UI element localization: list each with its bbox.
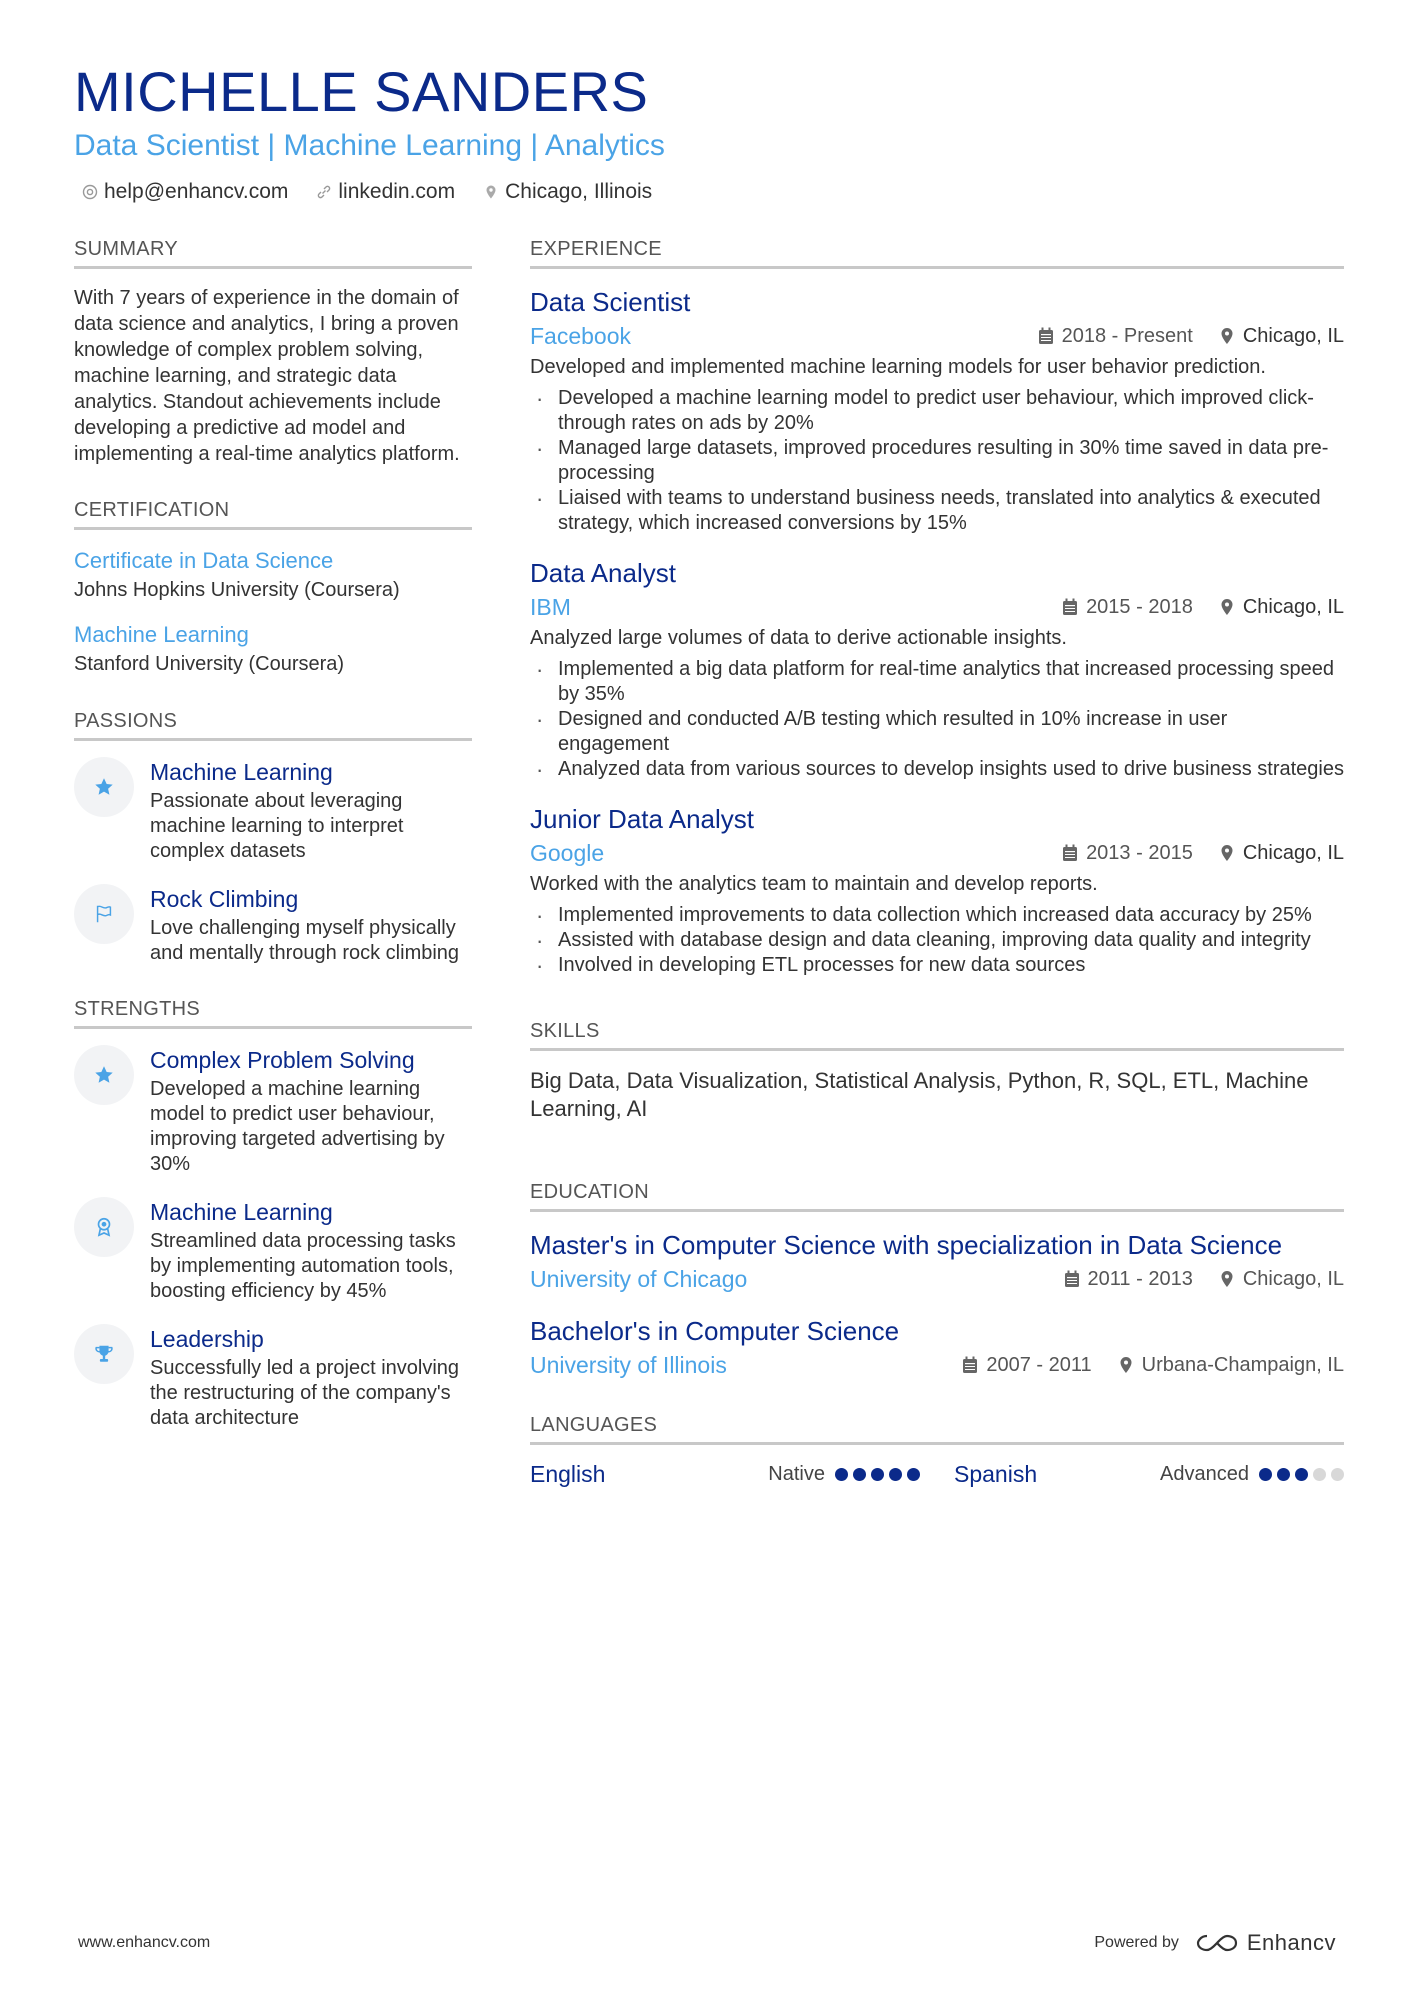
company-name: IBM [530,594,571,620]
degree-title: Master's in Computer Science with specialization in Data Science [530,1230,1283,1260]
passions-heading: PASSIONS [74,708,472,741]
passion-icon-wrap [74,884,134,944]
certification-issuer: Stanford University (Coursera) [74,653,345,675]
contact-email[interactable] [82,176,288,208]
company-name: Google [530,840,605,866]
job-location-text: Chicago, IL [1242,842,1344,864]
resume-page [74,60,1344,1487]
strength-title: Leadership [150,1326,264,1352]
education-location-text: Chicago, IL [1242,1268,1344,1290]
right-column [530,236,1344,1518]
location-pin-icon [1219,844,1235,862]
strength-icon-wrap [74,1197,134,1257]
job-title: Data Analyst [530,558,676,588]
award-icon [93,1216,115,1238]
star-icon [93,1064,115,1086]
job-entry [530,802,1344,978]
proficiency-dot [835,1468,848,1481]
strength-title: Machine Learning [150,1199,333,1225]
proficiency-dots [835,1468,920,1481]
school-name: University of Chicago [530,1266,748,1292]
strength-desc: Successfully led a project involving the restructuring of the company's data architecture [150,1357,460,1429]
linkedin-text: linkedin.com [338,180,456,203]
location-pin-icon [1219,327,1235,345]
summary-heading: SUMMARY [74,236,472,269]
footer-url[interactable]: www.enhancv.com [78,1934,211,1951]
calendar-icon [1062,844,1078,862]
strength-item [74,1324,472,1431]
languages-heading: LANGUAGES [530,1412,1344,1445]
job-location-text: Chicago, IL [1242,325,1344,347]
location-pin-icon [1219,1270,1235,1288]
proficiency-dot [1295,1468,1308,1481]
summary-section [74,236,472,467]
calendar-icon [1062,598,1078,616]
education-entry [530,1228,1344,1296]
contact-location [483,176,652,208]
job-bullet: · Assisted with database design and data cleaning, improving data quality and integrity [530,928,1344,953]
powered-by-text: Powered by [1094,1934,1179,1951]
email-text: help@enhancv.com [104,180,289,203]
job-dates-text: 2015 - 2018 [1086,596,1193,618]
language-name: Spanish [954,1461,1038,1487]
link-icon [316,184,332,200]
job-bullet: · Liaised with teams to understand business needs, translated into analytics & executed strategy, which increased conversions by 15% [530,486,1344,536]
education-dates [962,1348,1091,1382]
skills-section [530,1018,1344,1123]
job-bullet: · Designed and conducted A/B testing which resulted in 10% increase in user engagement [530,707,1344,757]
powered-by [1094,1930,1336,1956]
job-description: Worked with the analytics team to maintain and develop reports. [530,873,1098,895]
certification-issuer: Johns Hopkins University (Coursera) [74,579,400,601]
job-dates-text: 2018 - Present [1061,325,1193,347]
candidate-headline: Data Scientist | Machine Learning | Analytics [74,129,665,162]
language-name: English [530,1461,606,1487]
language-item [954,1461,1344,1488]
location-pin-icon [1219,598,1235,616]
degree-title: Bachelor's in Computer Science [530,1316,900,1346]
certification-heading: CERTIFICATION [74,497,472,530]
certification-item [74,620,472,678]
infinity-logo-icon [1195,1932,1239,1954]
job-bullet: · Developed a machine learning model to predict user behaviour, which improved click-through rates on ads by 20% [530,386,1344,436]
school-name: University of Illinois [530,1352,727,1378]
job-description: Analyzed large volumes of data to derive actionable insights. [530,627,1067,649]
job-bullet: · Analyzed data from various sources to develop insights used to drive business strategies [530,757,1344,782]
job-bullet: · Implemented a big data platform for real-time analytics that increased processing speed by 35% [530,657,1344,707]
education-section [530,1179,1344,1382]
job-entry [530,285,1344,536]
proficiency-dot [853,1468,866,1481]
proficiency-dot [871,1468,884,1481]
job-bullet: · Involved in developing ETL processes for new data sources [530,953,1344,978]
strength-icon-wrap [74,1324,134,1384]
passion-title: Rock Climbing [150,886,299,912]
location-text: Chicago, Illinois [505,180,653,203]
certification-item [74,546,472,604]
job-bullet: · Managed large datasets, improved procedures resulting in 30% time saved in data pre-processing [530,436,1344,486]
brand-logo[interactable] [1195,1930,1336,1956]
job-bullet: · Implemented improvements to data collection which increased data accuracy by 25% [530,903,1344,928]
proficiency-dot [1259,1468,1272,1481]
strength-item [74,1197,472,1304]
strength-icon-wrap [74,1045,134,1105]
passion-item [74,884,472,966]
job-dates-text: 2013 - 2015 [1086,842,1193,864]
certification-title: Certificate in Data Science [74,548,334,573]
location-pin-icon [483,184,499,200]
calendar-icon [1064,1270,1080,1288]
experience-heading: EXPERIENCE [530,236,1344,269]
language-level: Native [768,1463,825,1485]
job-dates [1062,836,1193,870]
education-location-text: Urbana-Champaign, IL [1141,1354,1344,1376]
languages-section [530,1412,1344,1488]
job-bullets [530,903,1344,978]
brand-name: Enhancv [1246,1930,1336,1955]
passion-desc: Passionate about leveraging machine learning to interpret complex datasets [150,790,404,862]
education-location [1118,1348,1344,1382]
job-bullets [530,657,1344,782]
education-heading: EDUCATION [530,1179,1344,1212]
job-dates [1038,319,1193,353]
strength-title: Complex Problem Solving [150,1047,415,1073]
skills-list: Big Data, Data Visualization, Statistical Analysis, Python, R, SQL, ETL, Machine Learning, AI [530,1068,1309,1121]
education-dates [1064,1262,1193,1296]
proficiency-dot [1277,1468,1290,1481]
job-entry [530,556,1344,782]
job-location-text: Chicago, IL [1242,596,1344,618]
passion-item [74,757,472,864]
job-title: Junior Data Analyst [530,804,755,834]
certification-title: Machine Learning [74,622,249,647]
contact-bar [82,176,1344,208]
left-column [74,236,472,1461]
location-pin-icon [1118,1356,1134,1374]
trophy-icon [93,1343,115,1365]
star-icon [93,776,115,798]
skills-heading: SKILLS [530,1018,1344,1051]
job-dates [1062,590,1193,624]
calendar-icon [1038,327,1054,345]
certification-section [74,497,472,678]
strength-desc: Developed a machine learning model to predict user behaviour, improving targeted advertising by 30% [150,1078,445,1175]
job-location [1219,590,1344,624]
job-location [1219,319,1344,353]
contact-linkedin[interactable] [316,176,455,208]
passion-title: Machine Learning [150,759,333,785]
education-dates-text: 2011 - 2013 [1087,1268,1193,1290]
strengths-section [74,996,472,1431]
proficiency-dot [1313,1468,1326,1481]
proficiency-dot [907,1468,920,1481]
company-name: Facebook [530,323,632,349]
education-dates-text: 2007 - 2011 [986,1354,1092,1376]
passion-icon-wrap [74,757,134,817]
passions-section [74,708,472,966]
job-title: Data Scientist [530,287,691,317]
education-location [1219,1262,1344,1296]
job-description: Developed and implemented machine learning models for user behavior prediction. [530,356,1266,378]
experience-section [530,236,1344,978]
passion-desc: Love challenging myself physically and mentally through rock climbing [150,917,460,964]
page-footer [78,1930,1336,1956]
education-entry [530,1314,1344,1382]
flag-icon [93,903,115,925]
job-bullets [530,386,1344,536]
summary-text: With 7 years of experience in the domain of data science and analytics, I bring a proven knowledge of complex problem solving, machine learning, and strategic data analytics. Standout achievements include developing a predictive ad model and implementing a real-time analytics platform. [74,287,460,465]
candidate-name: MICHELLE SANDERS [74,60,649,123]
strength-desc: Streamlined data processing tasks by implementing automation tools, boosting efficiency by 45% [150,1230,456,1302]
at-icon [82,184,98,200]
proficiency-dot [889,1468,902,1481]
strengths-heading: STRENGTHS [74,996,472,1029]
language-level: Advanced [1160,1463,1249,1485]
language-item [530,1461,920,1488]
proficiency-dot [1331,1468,1344,1481]
calendar-icon [962,1356,978,1374]
proficiency-dots [1259,1468,1344,1481]
strength-item [74,1045,472,1177]
job-location [1219,836,1344,870]
